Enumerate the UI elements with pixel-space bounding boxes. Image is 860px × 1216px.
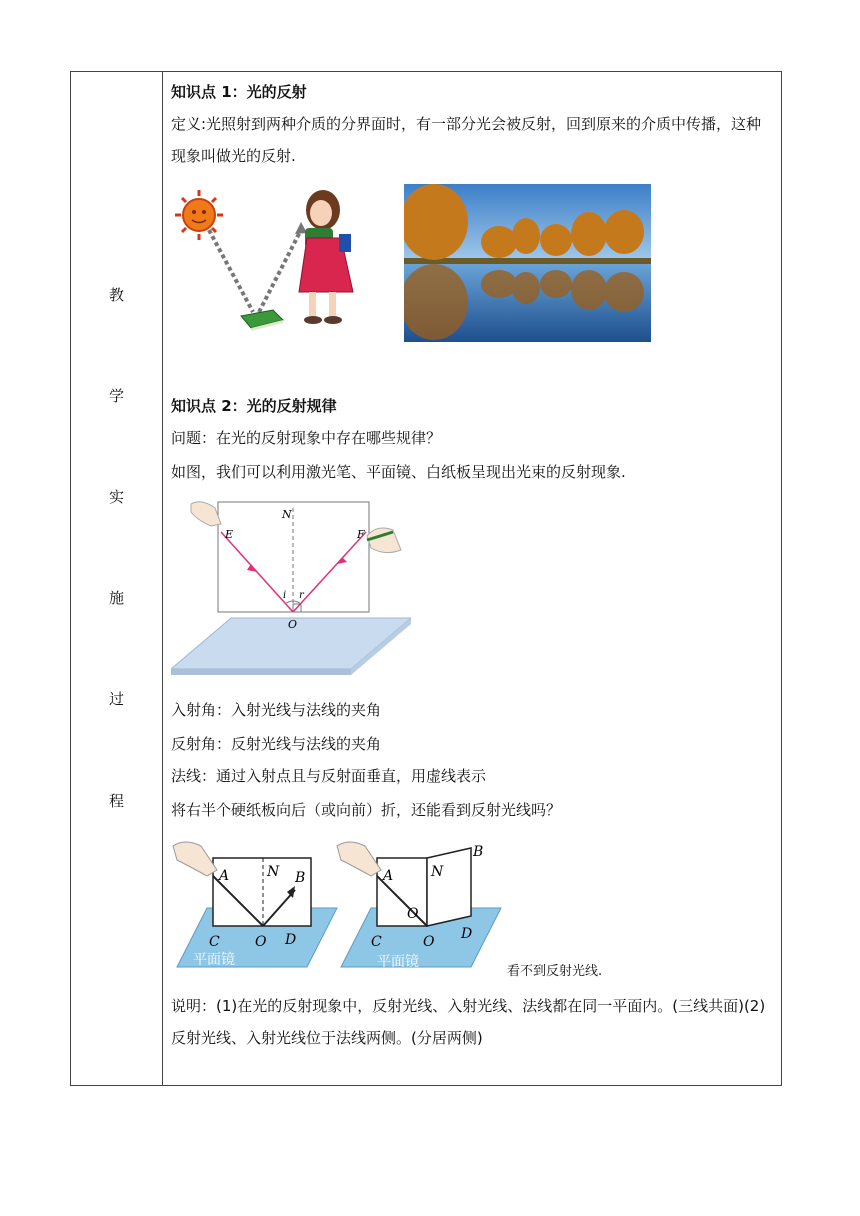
fold-question: 将右半个硬纸板向后（或向前）折，还能看到反射光线吗？	[171, 801, 562, 819]
label-D: D	[461, 926, 473, 942]
hand-icon	[337, 842, 381, 876]
reflection-diagram	[171, 494, 411, 678]
stage-char: 实	[108, 488, 124, 506]
label-E: E	[225, 528, 234, 541]
hand-left-icon	[191, 502, 221, 526]
label-r: r	[299, 590, 304, 601]
label-i: i	[283, 590, 287, 601]
hand-icon	[173, 842, 217, 876]
label-O: O	[288, 618, 298, 631]
label-N: N	[431, 864, 444, 880]
label-D: D	[285, 932, 297, 948]
label-A: A	[383, 868, 394, 884]
label-C: C	[371, 934, 382, 950]
section2-intro: 如图，我们可以利用激光笔、平面镜、白纸板呈现出光束的反射现象.	[171, 463, 626, 481]
label-O: O	[423, 934, 435, 950]
sun-book-girl-illustration	[171, 182, 361, 344]
stage-char: 学	[108, 387, 124, 405]
label-O: O	[407, 906, 419, 922]
lesson-table	[70, 71, 782, 1086]
book-icon	[241, 310, 283, 331]
label-N: N	[282, 508, 292, 521]
label-C: C	[209, 934, 220, 950]
section1-definition: 定义:光照射到两种介质的分界面时，有一部分光会被反射，回到原来的介质中传播，这种现象叫做光的反射.	[171, 115, 762, 165]
stage-char: 过	[108, 690, 124, 708]
label-B: B	[295, 870, 306, 886]
reflection-definition: 反射角：反射光线与法线的夹角	[171, 735, 382, 753]
cannot-see-caption: 看不到反射光线.	[507, 964, 603, 979]
hand-right-icon	[367, 528, 401, 553]
label-A: A	[219, 868, 230, 884]
stage-column	[71, 72, 163, 1085]
stage-char: 施	[108, 589, 124, 607]
label-O: O	[255, 934, 267, 950]
lake-reflection-photo	[404, 184, 651, 342]
mirror-label: 平面镜	[377, 954, 419, 970]
incidence-definition: 入射角：入射光线与法线的夹角	[171, 701, 382, 719]
sun-icon	[175, 190, 223, 240]
girl-icon	[299, 190, 353, 324]
label-N: N	[267, 864, 280, 880]
fold-experiment-diagram	[171, 836, 506, 976]
explanation-text: 说明：(1)在光的反射现象中，反射光线、入射光线、法线都在同一平面内。(三线共面)(2)反射光线、入射光线位于法线两侧。(分居两侧)	[171, 997, 766, 1047]
stage-char: 教	[108, 286, 124, 304]
section2-heading: 知识点 2：光的反射规律	[171, 397, 337, 415]
label-B: B	[473, 844, 484, 860]
label-F: F	[357, 528, 365, 541]
normal-definition: 法线：通过入射点且与反射面垂直，用虚线表示	[171, 767, 487, 785]
section1-heading: 知识点 1：光的反射	[171, 83, 307, 101]
stage-char: 程	[108, 792, 124, 810]
section2-question: 问题：在光的反射现象中存在哪些规律？	[171, 429, 442, 447]
mirror-label: 平面镜	[193, 952, 235, 968]
